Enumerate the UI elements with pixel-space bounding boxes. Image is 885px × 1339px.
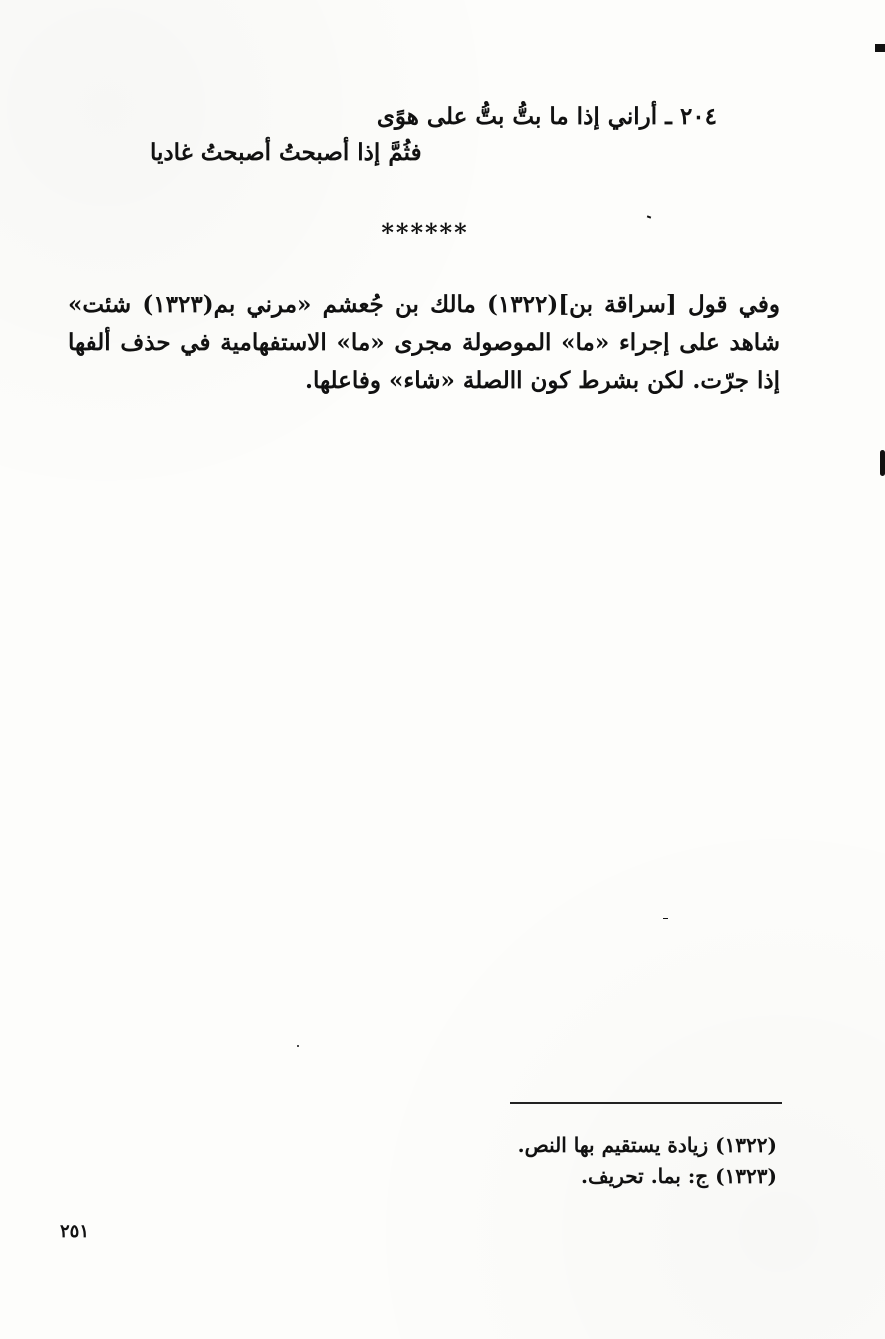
main-paragraph: وفي قول [سراقة بن](١٣٢٢) مالك بن جُعشم «مرني بم(١٣٢٣) شئت» شاهد على إجراء «ما» الموصولة مجرى «ما» الاستفهامية في حذف ألفها إذا جرّت. لكن بشرط كون االصلة «شاء» وفاعلها. <box>68 291 781 394</box>
verse-line-2: فثُمَّ إذا أصبحتُ أصبحتُ غاديا <box>150 139 422 166</box>
scan-mark <box>880 450 885 476</box>
footnote-1322: (١٣٢٢) زيادة يستقيم بها النص. <box>517 1133 777 1157</box>
scan-mark <box>663 918 668 919</box>
scan-mark <box>297 1045 299 1047</box>
section-separator: ****** <box>381 218 469 247</box>
footnotes <box>417 1130 777 1192</box>
footnote-1323: (١٣٢٣) ج: بما. تحريف. <box>580 1164 777 1188</box>
verse-line-1: ٢٠٤ ـ أراني إذا ما بتُّ بتُّ على هوًى <box>376 103 717 130</box>
footnote-divider <box>510 1102 782 1104</box>
scan-mark <box>647 215 651 218</box>
scan-mark <box>875 44 885 52</box>
page-number: ٢٥١ <box>60 1221 90 1242</box>
